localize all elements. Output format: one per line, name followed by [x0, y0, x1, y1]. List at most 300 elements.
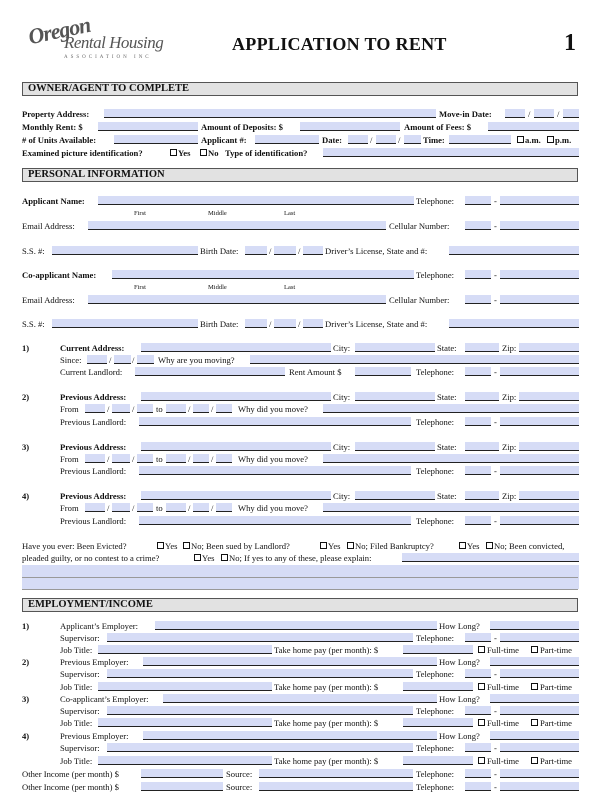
label-state: State: — [437, 442, 457, 452]
cellular-area-field[interactable] — [465, 221, 491, 230]
since-day-field[interactable] — [114, 355, 131, 364]
landlord3-phone-area-field[interactable] — [465, 466, 491, 475]
supervisor-1-field[interactable] — [107, 633, 413, 642]
label-previous-address: Previous Address: — [60, 442, 127, 452]
co-ss-field[interactable] — [52, 319, 198, 328]
label-current-landlord: Current Landlord: — [60, 367, 123, 377]
part-time-2-checkbox[interactable] — [531, 683, 538, 690]
part-time-4-checkbox[interactable] — [531, 757, 538, 764]
label-history-crime: pleaded guilty, or no contest to a crime? — [22, 553, 160, 563]
source-1-field[interactable] — [259, 769, 413, 778]
label-supervisor: Supervisor: — [60, 669, 100, 679]
dash: - — [494, 769, 497, 779]
date-day-field[interactable] — [376, 135, 396, 144]
label-take-home: Take home pay (per month): $ — [274, 756, 379, 766]
take-home-4-field[interactable] — [403, 756, 473, 765]
co-cellular-number-field[interactable] — [500, 295, 579, 304]
date-slash: / — [107, 454, 110, 464]
label-yes: Yes — [165, 541, 178, 551]
date-slash: / — [132, 404, 135, 414]
label-history-convicted: No; Been convicted, — [494, 541, 565, 551]
label-id-type: Type of identification? — [225, 148, 308, 158]
date-slash: / — [557, 109, 560, 119]
co-drivers-license-field[interactable] — [449, 319, 579, 328]
employer-3-field[interactable] — [163, 694, 437, 703]
crime-yes-checkbox[interactable] — [194, 554, 201, 561]
divider — [22, 589, 578, 590]
dash: - — [494, 221, 497, 231]
landlord1-phone-number-field[interactable] — [500, 367, 579, 376]
property-address-field[interactable] — [104, 109, 436, 118]
label-previous-landlord: Previous Landlord: — [60, 466, 127, 476]
full-time-2-checkbox[interactable] — [478, 683, 485, 690]
label-telephone: Telephone: — [416, 706, 455, 716]
previous-landlord-3-field[interactable] — [139, 466, 411, 475]
sublabel-first: First — [134, 210, 146, 217]
move-in-year-field[interactable] — [563, 109, 579, 118]
examined-id-no-checkbox[interactable] — [200, 149, 207, 156]
co-telephone-number-field[interactable] — [500, 270, 579, 279]
source-1-phone-area-field[interactable] — [465, 769, 491, 778]
take-home-1-field[interactable] — [403, 645, 473, 654]
label-rent-amount: Rent Amount $ — [289, 367, 342, 377]
sublabel-first: First — [134, 284, 146, 291]
label-no: No — [208, 148, 219, 158]
label-job-title: Job Title: — [60, 718, 93, 728]
label-to: to — [156, 404, 163, 414]
landlord4-phone-area-field[interactable] — [465, 516, 491, 525]
date-slash: / — [107, 503, 110, 513]
address-number: 3) — [22, 442, 30, 452]
applicant-no-field[interactable] — [255, 135, 319, 144]
section-owner-heading: OWNER/AGENT TO COMPLETE — [22, 82, 578, 96]
dash: - — [494, 516, 497, 526]
to-year-4-field[interactable] — [216, 503, 232, 512]
label-city: City: — [333, 343, 351, 353]
label-birth-date: Birth Date: — [200, 246, 239, 256]
from-month-3-field[interactable] — [85, 454, 105, 463]
explain-field[interactable] — [402, 553, 579, 562]
label-part-time: Part-time — [540, 756, 572, 766]
coapplicant-name-field[interactable] — [112, 270, 414, 279]
label-supervisor: Supervisor: — [60, 633, 100, 643]
employer-2-field[interactable] — [143, 657, 437, 666]
previous-state-3-field[interactable] — [465, 442, 499, 451]
from-day-3-field[interactable] — [112, 454, 130, 463]
to-day-4-field[interactable] — [193, 503, 209, 512]
label-yes: Yes — [178, 148, 191, 158]
supervisor-1-phone-area-field[interactable] — [465, 633, 491, 642]
applicant-name-field[interactable] — [98, 196, 414, 205]
ss-field[interactable] — [52, 246, 198, 255]
label-telephone: Telephone: — [416, 270, 455, 280]
to-day-3-field[interactable] — [193, 454, 209, 463]
label-supervisor: Supervisor: — [60, 743, 100, 753]
label-current-address: Current Address: — [60, 343, 125, 353]
label-previous-landlord: Previous Landlord: — [60, 516, 127, 526]
section-employment-heading: EMPLOYMENT/INCOME — [22, 598, 578, 612]
employer-number: 4) — [22, 731, 30, 741]
since-month-field[interactable] — [87, 355, 107, 364]
dash: - — [494, 367, 497, 377]
label-job-title: Job Title: — [60, 682, 93, 692]
supervisor-4-phone-area-field[interactable] — [465, 743, 491, 752]
label-cellular: Cellular Number: — [389, 295, 450, 305]
previous-landlord-2-field[interactable] — [139, 417, 411, 426]
job-title-4-field[interactable] — [98, 756, 272, 765]
label-history-sued: No; Been sued by Landlord? — [191, 541, 290, 551]
label-coapplicant-employer: Co-applicant’s Employer: — [60, 694, 149, 704]
am-checkbox[interactable] — [517, 136, 524, 143]
birth-year-field[interactable] — [303, 246, 323, 255]
label-how-long: How Long? — [439, 731, 480, 741]
source-2-phone-number-field[interactable] — [500, 782, 579, 791]
evicted-no-checkbox[interactable] — [183, 542, 190, 549]
how-long-3-field[interactable] — [490, 694, 579, 703]
job-title-2-field[interactable] — [98, 682, 272, 691]
bankruptcy-yes-checkbox[interactable] — [459, 542, 466, 549]
take-home-3-field[interactable] — [403, 718, 473, 727]
label-previous-address: Previous Address: — [60, 491, 127, 501]
label-cellular: Cellular Number: — [389, 221, 450, 231]
previous-zip-3-field[interactable] — [519, 442, 579, 451]
label-since: Since: — [60, 355, 82, 365]
date-slash: / — [132, 503, 135, 513]
date-slash: / — [188, 454, 191, 464]
to-month-2-field[interactable] — [166, 404, 186, 413]
address-number: 2) — [22, 392, 30, 402]
label-take-home: Take home pay (per month): $ — [274, 682, 379, 692]
date-slash: / — [211, 503, 214, 513]
label-telephone: Telephone: — [416, 769, 455, 779]
label-move-in-date: Move-in Date: — [439, 109, 492, 119]
current-address-field[interactable] — [141, 343, 331, 352]
sublabel-middle: Middle — [208, 284, 227, 291]
from-day-4-field[interactable] — [112, 503, 130, 512]
how-long-4-field[interactable] — [490, 731, 579, 740]
job-title-1-field[interactable] — [98, 645, 272, 654]
label-supervisor: Supervisor: — [60, 706, 100, 716]
page-title: APPLICATION TO RENT — [232, 34, 447, 54]
from-day-2-field[interactable] — [112, 404, 130, 413]
label-telephone: Telephone: — [416, 367, 455, 377]
supervisor-3-phone-area-field[interactable] — [465, 706, 491, 715]
label-coapplicant-name: Co-applicant Name: — [22, 270, 97, 280]
label-full-time: Full-time — [487, 645, 519, 655]
sued-no-checkbox[interactable] — [347, 542, 354, 549]
date-slash: / — [370, 135, 373, 145]
logo-text-association: ASSOCIATION INC — [64, 55, 152, 60]
job-title-3-field[interactable] — [98, 718, 272, 727]
employer-number: 3) — [22, 694, 30, 704]
sublabel-last: Last — [284, 210, 296, 217]
co-cellular-area-field[interactable] — [465, 295, 491, 304]
label-zip: Zip: — [502, 343, 517, 353]
label-how-long: How Long? — [439, 621, 480, 631]
previous-city-2-field[interactable] — [355, 392, 435, 401]
label-why-move: Why did you move? — [238, 503, 308, 513]
previous-city-4-field[interactable] — [355, 491, 435, 500]
dash: - — [494, 743, 497, 753]
previous-address-2-field[interactable] — [141, 392, 331, 401]
section-personal-heading: PERSONAL INFORMATION — [22, 168, 578, 182]
to-year-2-field[interactable] — [216, 404, 232, 413]
dash: - — [494, 669, 497, 679]
label-from: From — [60, 454, 79, 464]
label-to: to — [156, 454, 163, 464]
label-yes: Yes — [328, 541, 341, 551]
dash: - — [494, 633, 497, 643]
birth-day-field[interactable] — [274, 246, 296, 255]
move-in-day-field[interactable] — [534, 109, 554, 118]
source-1-phone-number-field[interactable] — [500, 769, 579, 778]
label-full-time: Full-time — [487, 756, 519, 766]
label-zip: Zip: — [502, 491, 517, 501]
co-birth-day-field[interactable] — [274, 319, 296, 328]
supervisor-4-phone-number-field[interactable] — [500, 743, 579, 752]
telephone-number-field[interactable] — [500, 196, 579, 205]
label-full-time: Full-time — [487, 718, 519, 728]
logo-text-rental-housing: Rental Housing — [64, 33, 164, 52]
date-slash: / — [398, 135, 401, 145]
previous-address-3-field[interactable] — [141, 442, 331, 451]
date-slash: / — [188, 503, 191, 513]
label-city: City: — [333, 442, 351, 452]
to-month-4-field[interactable] — [166, 503, 186, 512]
email-field[interactable] — [88, 221, 386, 230]
date-slash: / — [298, 319, 301, 329]
address-number: 4) — [22, 491, 30, 501]
birth-month-field[interactable] — [245, 246, 267, 255]
label-take-home: Take home pay (per month): $ — [274, 718, 379, 728]
why-moving-field[interactable] — [250, 355, 579, 364]
to-day-2-field[interactable] — [193, 404, 209, 413]
from-year-3-field[interactable] — [137, 454, 153, 463]
deposits-field[interactable] — [300, 122, 400, 131]
date-slash: / — [132, 454, 135, 464]
previous-landlord-4-field[interactable] — [139, 516, 411, 525]
label-telephone: Telephone: — [416, 743, 455, 753]
label-full-time: Full-time — [487, 682, 519, 692]
previous-state-4-field[interactable] — [465, 491, 499, 500]
label-drivers-license: Driver’s License, State and #: — [325, 246, 428, 256]
current-city-field[interactable] — [355, 343, 435, 352]
label-telephone: Telephone: — [416, 417, 455, 427]
current-state-field[interactable] — [465, 343, 499, 352]
label-other-income: Other Income (per month) $ — [22, 782, 119, 792]
supervisor-2-field[interactable] — [107, 669, 413, 678]
label-fees: Amount of Fees: $ — [404, 122, 472, 132]
other-income-2-field[interactable] — [141, 782, 223, 791]
to-year-3-field[interactable] — [216, 454, 232, 463]
previous-state-2-field[interactable] — [465, 392, 499, 401]
rent-amount-field[interactable] — [355, 367, 411, 376]
sued-yes-checkbox[interactable] — [320, 542, 327, 549]
label-monthly-rent: Monthly Rent: $ — [22, 122, 83, 132]
full-time-1-checkbox[interactable] — [478, 646, 485, 653]
date-slash: / — [211, 404, 214, 414]
label-pm: p.m. — [555, 135, 572, 145]
label-previous-employer: Previous Employer: — [60, 657, 129, 667]
landlord4-phone-number-field[interactable] — [500, 516, 579, 525]
label-job-title: Job Title: — [60, 756, 93, 766]
dash: - — [494, 782, 497, 792]
take-home-2-field[interactable] — [403, 682, 473, 691]
date-year-field[interactable] — [404, 135, 421, 144]
label-source: Source: — [226, 769, 253, 779]
current-zip-field[interactable] — [519, 343, 579, 352]
label-deposits: Amount of Deposits: $ — [201, 122, 283, 132]
label-city: City: — [333, 392, 351, 402]
crime-no-checkbox[interactable] — [221, 554, 228, 561]
label-yes: Yes — [202, 553, 215, 563]
employer-1-field[interactable] — [155, 621, 437, 630]
pm-checkbox[interactable] — [547, 136, 554, 143]
label-to: to — [156, 503, 163, 513]
label-source: Source: — [226, 782, 253, 792]
since-year-field[interactable] — [137, 355, 154, 364]
label-zip: Zip: — [502, 392, 517, 402]
label-state: State: — [437, 491, 457, 501]
co-email-field[interactable] — [88, 295, 386, 304]
label-am: a.m. — [525, 135, 541, 145]
label-previous-landlord: Previous Landlord: — [60, 417, 127, 427]
supervisor-3-field[interactable] — [107, 706, 413, 715]
label-telephone: Telephone: — [416, 196, 455, 206]
evicted-yes-checkbox[interactable] — [157, 542, 164, 549]
supervisor-1-phone-number-field[interactable] — [500, 633, 579, 642]
source-2-field[interactable] — [259, 782, 413, 791]
fees-field[interactable] — [488, 122, 579, 131]
co-birth-year-field[interactable] — [303, 319, 323, 328]
source-2-phone-area-field[interactable] — [465, 782, 491, 791]
label-telephone: Telephone: — [416, 669, 455, 679]
label-how-long: How Long? — [439, 694, 480, 704]
bankruptcy-no-checkbox[interactable] — [486, 542, 493, 549]
label-examined-id: Examined picture identification? — [22, 148, 143, 158]
label-job-title: Job Title: — [60, 645, 93, 655]
dash: - — [494, 196, 497, 206]
drivers-license-field[interactable] — [449, 246, 579, 255]
label-state: State: — [437, 392, 457, 402]
why-move-2-field[interactable] — [323, 404, 579, 413]
divider — [22, 577, 578, 578]
date-slash: / — [298, 246, 301, 256]
label-part-time: Part-time — [540, 682, 572, 692]
time-field[interactable] — [449, 135, 511, 144]
date-slash: / — [188, 404, 191, 414]
label-why-move: Why did you move? — [238, 404, 308, 414]
landlord2-phone-area-field[interactable] — [465, 417, 491, 426]
cellular-number-field[interactable] — [500, 221, 579, 230]
supervisor-4-field[interactable] — [107, 743, 413, 752]
label-drivers-license: Driver’s License, State and #: — [325, 319, 428, 329]
landlord2-phone-number-field[interactable] — [500, 417, 579, 426]
date-slash: / — [109, 355, 112, 365]
from-month-2-field[interactable] — [85, 404, 105, 413]
label-ss: S.S. #: — [22, 319, 45, 329]
dash: - — [494, 270, 497, 280]
employer-number: 1) — [22, 621, 30, 631]
label-email: Email Address: — [22, 295, 75, 305]
part-time-3-checkbox[interactable] — [531, 719, 538, 726]
label-previous-employer: Previous Employer: — [60, 731, 129, 741]
date-slash: / — [107, 404, 110, 414]
from-year-2-field[interactable] — [137, 404, 153, 413]
label-property-address: Property Address: — [22, 109, 90, 119]
to-month-3-field[interactable] — [166, 454, 186, 463]
landlord3-phone-number-field[interactable] — [500, 466, 579, 475]
move-in-month-field[interactable] — [505, 109, 525, 118]
date-month-field[interactable] — [348, 135, 368, 144]
monthly-rent-field[interactable] — [98, 122, 198, 131]
landlord1-phone-area-field[interactable] — [465, 367, 491, 376]
label-part-time: Part-time — [540, 645, 572, 655]
label-state: State: — [437, 343, 457, 353]
co-birth-month-field[interactable] — [245, 319, 267, 328]
page-number: 1 — [564, 30, 576, 56]
why-move-3-field[interactable] — [323, 454, 579, 463]
how-long-1-field[interactable] — [490, 621, 579, 630]
full-time-3-checkbox[interactable] — [478, 719, 485, 726]
label-previous-address: Previous Address: — [60, 392, 127, 402]
label-history-explain: No; If yes to any of these, please explain: — [229, 553, 372, 563]
examined-id-yes-checkbox[interactable] — [170, 149, 177, 156]
label-applicant-employer: Applicant’s Employer: — [60, 621, 139, 631]
supervisor-3-phone-number-field[interactable] — [500, 706, 579, 715]
employer-number: 2) — [22, 657, 30, 667]
address-number: 1) — [22, 343, 30, 353]
current-landlord-field[interactable] — [135, 367, 285, 376]
from-year-4-field[interactable] — [137, 503, 153, 512]
label-time: Time: — [423, 135, 445, 145]
previous-address-4-field[interactable] — [141, 491, 331, 500]
previous-zip-4-field[interactable] — [519, 491, 579, 500]
label-applicant-name: Applicant Name: — [22, 196, 85, 206]
co-telephone-area-field[interactable] — [465, 270, 491, 279]
id-type-field[interactable] — [323, 148, 579, 157]
label-city: City: — [333, 491, 351, 501]
previous-city-3-field[interactable] — [355, 442, 435, 451]
units-available-field[interactable] — [114, 135, 198, 144]
from-month-4-field[interactable] — [85, 503, 105, 512]
dash: - — [494, 417, 497, 427]
label-from: From — [60, 503, 79, 513]
date-slash: / — [269, 319, 272, 329]
label-email: Email Address: — [22, 221, 75, 231]
supervisor-2-phone-area-field[interactable] — [465, 669, 491, 678]
how-long-2-field[interactable] — [490, 657, 579, 666]
dash: - — [494, 706, 497, 716]
employer-4-field[interactable] — [143, 731, 437, 740]
label-ss: S.S. #: — [22, 246, 45, 256]
dash: - — [494, 466, 497, 476]
label-date: Date: — [322, 135, 343, 145]
part-time-1-checkbox[interactable] — [531, 646, 538, 653]
label-telephone: Telephone: — [416, 633, 455, 643]
label-other-income: Other Income (per month) $ — [22, 769, 119, 779]
date-slash: / — [132, 355, 135, 365]
other-income-1-field[interactable] — [141, 769, 223, 778]
previous-zip-2-field[interactable] — [519, 392, 579, 401]
label-from: From — [60, 404, 79, 414]
telephone-area-field[interactable] — [465, 196, 491, 205]
label-telephone: Telephone: — [416, 782, 455, 792]
label-yes: Yes — [467, 541, 480, 551]
supervisor-2-phone-number-field[interactable] — [500, 669, 579, 678]
why-move-4-field[interactable] — [323, 503, 579, 512]
full-time-4-checkbox[interactable] — [478, 757, 485, 764]
